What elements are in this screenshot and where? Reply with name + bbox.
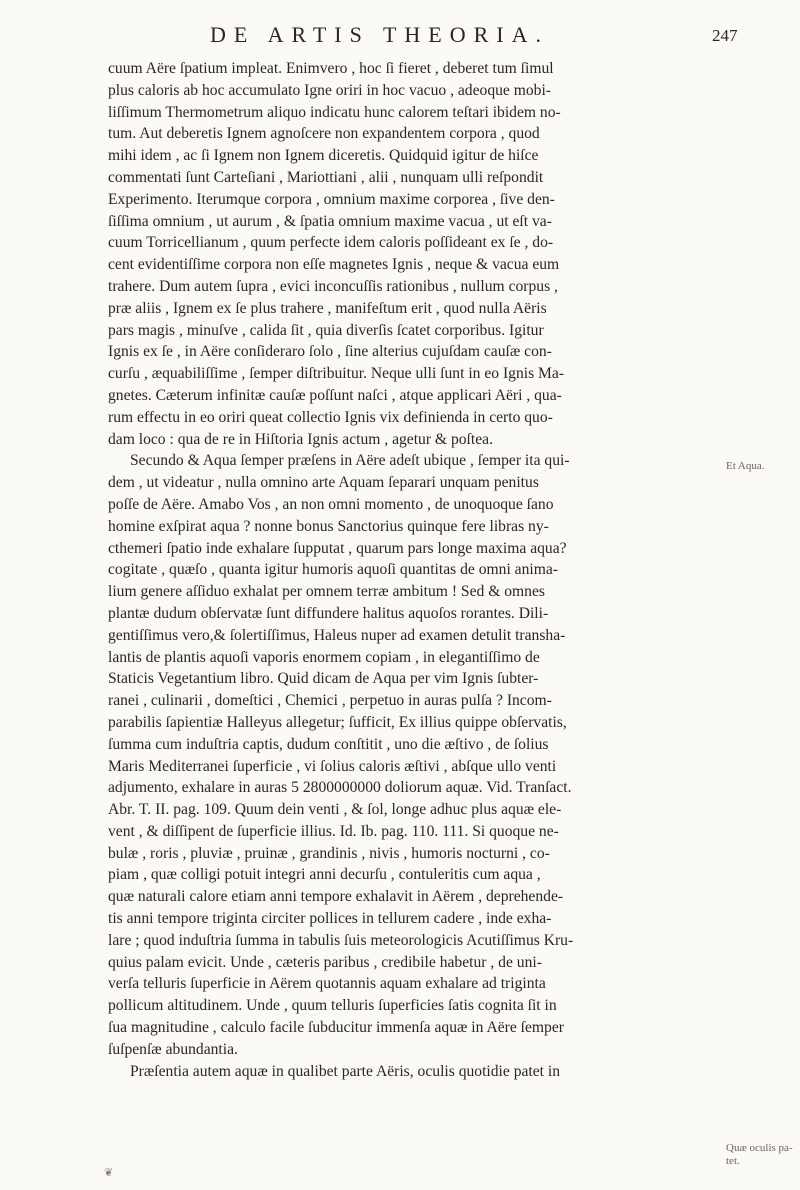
text-line: pollicum altitudinem. Unde , quum telluris ſuperficies ſatis cognita ſit in bbox=[108, 997, 557, 1015]
text-line: vent , & diſſipent de ſuperficie illius. Id. Ib. pag. 110. 111. Si quoque ne- bbox=[108, 822, 559, 840]
text-line: trahere. Dum autem ſupra , evici inconcuſſis rationibus , nullum corpus , bbox=[108, 277, 558, 295]
text-line: cogitate , quæſo , quanta igitur humoris aquoſi quantitas de omni anima- bbox=[108, 561, 558, 579]
text-line: Præſentia autem aquæ in qualibet parte Aëris, oculis quotidie patet in bbox=[130, 1062, 561, 1080]
text-line: rum effectu in eo oriri queat collectio Ignis vix definienda in certo quo- bbox=[108, 408, 553, 426]
text-line: cuum Torricellianum , quum perfecte idem caloris poſſideant ex ſe , do- bbox=[108, 234, 554, 252]
text-line: parabilis ſapientiæ Halleyus allegetur; ſufficit, Ex illius quippe obſervatis, bbox=[108, 713, 567, 731]
text-line: poſſe de Aëre. Amabo Vos , an non omni momento , de unoquoque ſano bbox=[108, 495, 554, 513]
text-line: lium genere aſſiduo exhalat per omnem terræ ambitum ! Sed & omnes bbox=[108, 583, 545, 601]
text-line: ranei , culinarii , domeſtici , Chemici , perpetuo in auras pulſa ? Incom- bbox=[108, 692, 552, 710]
text-line: præ aliis , Ignem ex ſe plus trahere , manifeſtum erit , quod nulla Aëris bbox=[108, 299, 547, 317]
text-line: quius palam evicit. Unde , cæteris paribus , credibile habetur , de uni- bbox=[108, 953, 542, 971]
page-header bbox=[0, 22, 800, 48]
text-line: gnetes. Cæterum infinitæ cauſæ poſſunt naſci , atque applicari Aëri , qua- bbox=[108, 386, 562, 404]
printer-mark: ❦ bbox=[104, 1167, 114, 1179]
text-line: ſuſpenſæ abundantia. bbox=[108, 1040, 238, 1058]
running-title: DE ARTIS THEORIA. bbox=[210, 22, 549, 47]
text-line: Maris Mediterranei ſuperficie , vi ſolius caloris æſtivi , abſque ullo venti bbox=[108, 757, 557, 775]
text-line: tis anni tempore triginta circiter pollices in tellurem cadere , inde exha- bbox=[108, 910, 552, 928]
text-line: dam loco : qua de re in Hiſtoria Ignis actum , agetur & poſtea. bbox=[108, 430, 493, 448]
margin-note-tet: tet. bbox=[726, 1155, 740, 1167]
text-line: homine exſpirat aqua ? nonne bonus Sanctorius quinque fere libras ny- bbox=[108, 517, 549, 535]
margin-note-quae-oculis: Quæ oculis pa- bbox=[726, 1142, 793, 1154]
text-line: plantæ dudum obſervatæ ſunt diffundere halitus aquoſos rorantes. Dili- bbox=[108, 604, 549, 622]
text-line: bulæ , roris , pluviæ , pruinæ , grandinis , nivis , humoris nocturni , co- bbox=[108, 844, 550, 862]
text-line: curſu , æquabiliſſime , ſemper diſtribuitur. Neque ulli ſunt in eo Ignis Ma- bbox=[108, 365, 565, 383]
text-line: adjumento, exhalare in auras 5 2800000000 doliorum aquæ. Vid. Tranſact. bbox=[108, 779, 572, 797]
page-number: 247 bbox=[712, 26, 738, 45]
text-line: ſumma cum induſtria captis, dudum conſtitit , uno die æſtivo , de ſolius bbox=[108, 735, 549, 753]
text-line: Abr. T. II. pag. 109. Quum dein venti , & ſol, longe adhuc plus aquæ ele- bbox=[108, 801, 562, 819]
text-line: Experimento. Iterumque corpora , omnium maxime corporea , ſive den- bbox=[108, 190, 555, 208]
text-line: verſa telluris ſuperficie in Aërem quotannis aquam exhalare ad triginta bbox=[108, 975, 546, 993]
text-line: ſua magnitudine , calculo facile ſubducitur immenſa aquæ in Aëre ſemper bbox=[108, 1019, 564, 1037]
text-line: piam , quæ colligi potuit integri anni decurſu , contuleritis cum aqua , bbox=[108, 866, 541, 884]
text-line: cthemeri ſpatio inde exhalare ſupputat , quarum pars longe maxima aqua? bbox=[108, 539, 567, 557]
text-line: tum. Aut deberetis Ignem agnoſcere non expandentem corpora , quod bbox=[108, 125, 540, 143]
body-text bbox=[108, 58, 716, 1082]
text-line: quæ naturali calore etiam anni tempore exhalavit in Aërem , deprehende- bbox=[108, 888, 564, 906]
text-line: dem , ut videatur , nulla omnino arte Aquam ſeparari unquam penitus bbox=[108, 474, 539, 492]
text-line: mihi idem , ac ſi Ignem non Ignem diceretis. Quidquid igitur de hiſce bbox=[108, 147, 539, 165]
text-line: pars magis , minuſve , calida ſit , quia diverſis ſcatet corporibus. Igitur bbox=[108, 321, 544, 339]
text-line: lantis de plantis aquoſi vaporis enormem copiam , in elegantiſſimo de bbox=[108, 648, 540, 666]
margin-note-et-aqua: Et Aqua. bbox=[726, 460, 765, 472]
text-line: cent evidentiſſime corpora non eſſe magnetes Ignis , neque & vacua eum bbox=[108, 256, 560, 274]
text-line: commentati ſunt Carteſiani , Mariottiani , alii , nunquam ulli reſpondit bbox=[108, 168, 544, 186]
text-line: cuum Aëre ſpatium impleat. Enimvero , hoc ſi fieret , deberet tum ſimul bbox=[108, 60, 554, 77]
text-line: plus caloris ab hoc accumulato Igne oriri in hoc vacuo , adeoque mobi- bbox=[108, 81, 551, 99]
text-line: ſiſſima omnium , ut aurum , & ſpatia omnium maxime vacua , ut eſt va- bbox=[108, 212, 552, 230]
text-line: Secundo & Aqua ſemper præſens in Aëre adeſt ubique , ſemper ita qui- bbox=[130, 452, 570, 470]
text-line: gentiſſimus vero,& ſolertiſſimus, Haleus nuper ad examen detulit transha- bbox=[108, 626, 566, 644]
text-line: Ignis ex ſe , in Aëre conſideraro ſolo , ſine alterius cujuſdam cauſæ con- bbox=[108, 343, 552, 361]
text-line: lare ; quod induſtria ſumma in tabulis ſuis meteorologicis Acutiſſimus Kru- bbox=[108, 931, 574, 949]
text-line: Staticis Vegetantium libro. Quid dicam de Aqua per vim Ignis ſubter- bbox=[108, 670, 539, 688]
text-line: liſſimum Thermometrum aliquo indicatu hunc calorem teſtari ibidem no- bbox=[108, 103, 561, 121]
